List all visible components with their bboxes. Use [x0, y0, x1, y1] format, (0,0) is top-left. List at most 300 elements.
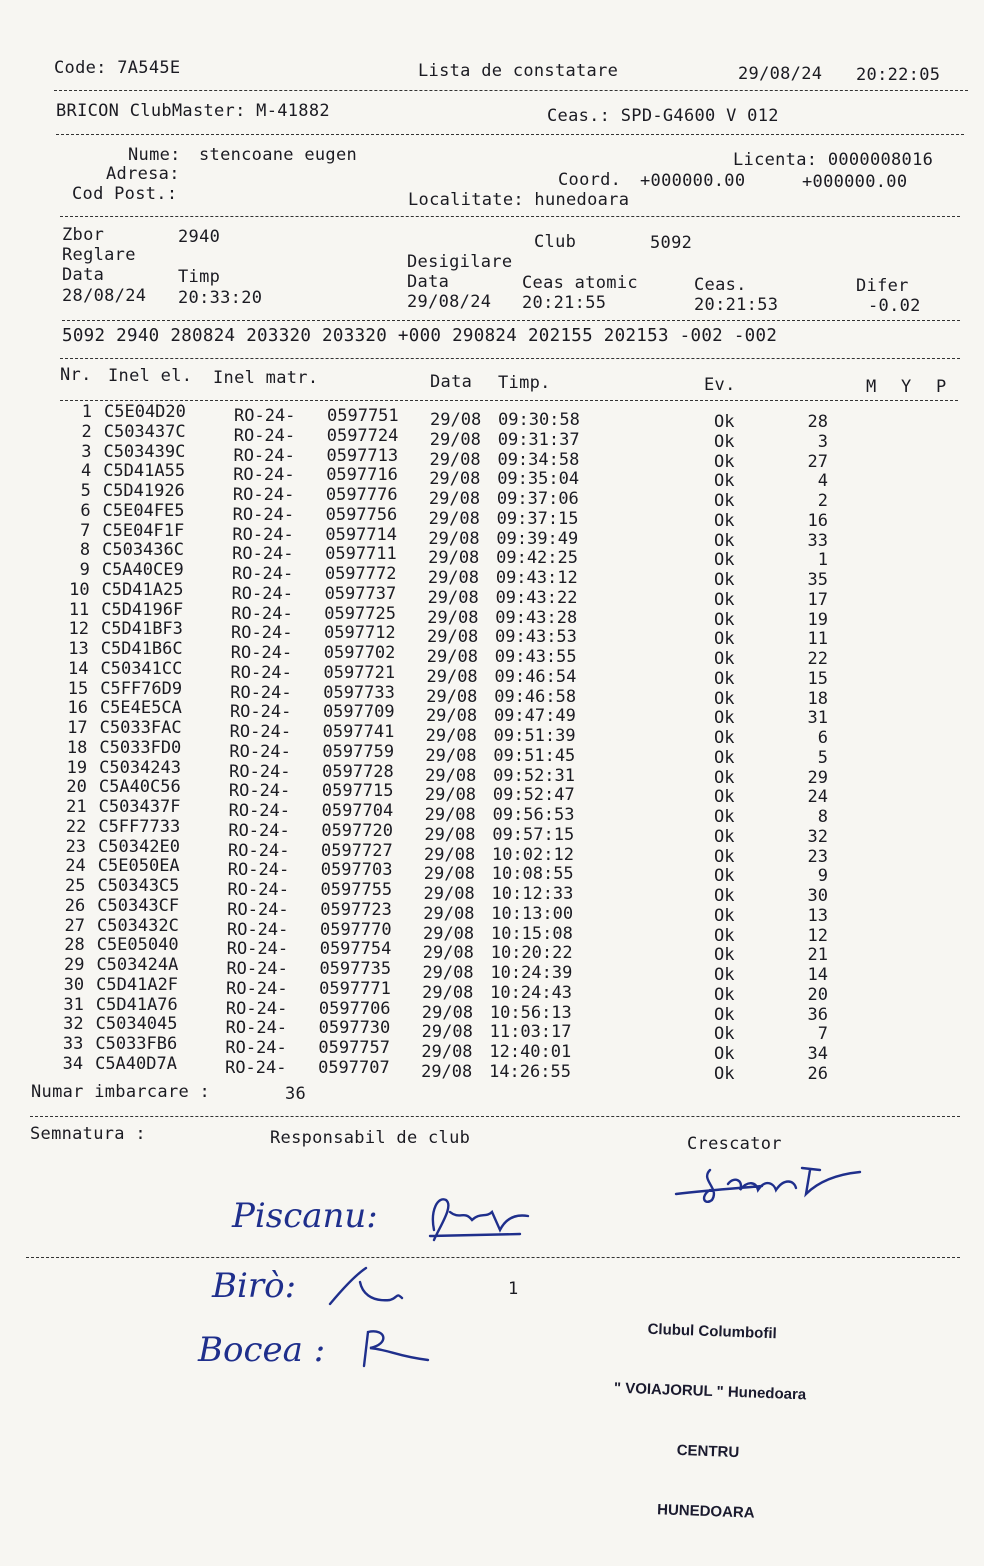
arrival-time: 09:37:06	[496, 489, 579, 509]
position: 7	[817, 1024, 828, 1045]
event-status: Ok	[714, 471, 735, 492]
ring-matr: 0597756	[325, 504, 398, 525]
ring-matr: 0597702	[323, 643, 396, 663]
event-status: Ok	[714, 412, 735, 432]
row-nr: 5	[80, 481, 91, 501]
event-status: Ok	[714, 826, 735, 847]
arrival-time: 09:56:53	[492, 805, 575, 825]
ring-prefix: RO-24-	[232, 544, 294, 565]
arrival-time: 10:08:55	[491, 864, 574, 885]
handwritten-bocea: Bocea :	[198, 1330, 326, 1370]
event-status: Ok	[714, 846, 735, 867]
arrival-date: 29/08	[429, 429, 481, 450]
ring-matr: 0597730	[318, 1018, 391, 1039]
arrival-date: 29/08	[423, 903, 475, 924]
event-status: Ok	[714, 728, 735, 748]
arrival-time: 09:51:45	[493, 745, 576, 766]
event-status: Ok	[714, 866, 735, 887]
bocea-signature	[356, 1326, 436, 1372]
ring-matr: 0597728	[322, 761, 394, 782]
row-nr: 28	[64, 935, 85, 956]
ring-prefix: RO-24-	[226, 959, 288, 979]
arrival-time: 11:03:17	[489, 1022, 572, 1043]
row-nr: 4	[80, 461, 92, 482]
row-nr: 18	[66, 737, 88, 758]
arrival-time: 09:42:25	[496, 548, 578, 569]
reglare-timp: 20:33:20	[178, 288, 263, 308]
position: 2	[817, 491, 828, 511]
arrival-date: 29/08	[423, 884, 475, 904]
row-nr: 12	[68, 619, 90, 640]
crescator-signature	[670, 1150, 870, 1210]
col-inel-matr: Inel matr.	[213, 368, 319, 388]
ring-prefix: RO-24-	[227, 860, 290, 881]
arrival-date: 29/08	[424, 805, 476, 825]
arrival-time: 09:34:58	[497, 449, 580, 470]
desigilare-label: Desigilare	[407, 252, 513, 272]
arrival-date: 29/08	[426, 686, 478, 707]
event-status: Ok	[714, 1004, 735, 1025]
ring-matr: 0597770	[319, 919, 392, 940]
ring-matr: 0597707	[318, 1057, 390, 1078]
arrival-time: 09:39:49	[496, 528, 579, 549]
arrival-date: 29/08	[425, 745, 477, 766]
arrival-date: 29/08	[423, 864, 475, 885]
piscanu-signature	[420, 1190, 540, 1250]
ceas-atomic-label: Ceas atomic	[522, 273, 638, 293]
arrival-time: 10:12:33	[491, 884, 574, 904]
ring-matr: 0597713	[326, 445, 399, 466]
ring-el: C503424A	[96, 955, 179, 975]
event-status: Ok	[714, 609, 735, 630]
arrival-date: 29/08	[425, 726, 477, 746]
arrival-date: 29/08	[421, 1061, 473, 1082]
event-status: Ok	[714, 886, 735, 906]
ring-matr: 0597724	[326, 425, 399, 446]
ring-matr: 0597733	[323, 682, 395, 703]
arrival-date: 29/08	[422, 963, 474, 983]
position: 21	[807, 945, 828, 966]
col-ev: Ev.	[704, 375, 736, 395]
position: 30	[807, 886, 828, 906]
nume-label: Nume:	[128, 145, 181, 165]
nume-value: stencoane eugen	[199, 145, 358, 165]
ring-prefix: RO-24-	[232, 485, 295, 505]
arrival-date: 29/08	[429, 449, 481, 470]
arrival-time: 09:43:53	[495, 627, 577, 648]
difer-label: Difer	[856, 276, 909, 296]
adresa-label: Adresa:	[106, 164, 180, 184]
clubmaster-id: BRICON ClubMaster: M-41882	[56, 101, 330, 121]
ring-matr: 0597737	[324, 583, 397, 604]
ring-el: C5D4196F	[101, 599, 184, 620]
position: 29	[807, 767, 828, 788]
event-status: Ok	[714, 807, 735, 827]
position: 14	[807, 965, 828, 985]
event-status: Ok	[714, 649, 735, 669]
zbor-value: 2940	[178, 227, 221, 247]
event-status: Ok	[714, 491, 735, 511]
position: 32	[807, 826, 828, 847]
event-status: Ok	[714, 945, 735, 966]
ring-matr: 0597741	[322, 722, 395, 742]
position: 35	[807, 570, 828, 590]
position: 3	[817, 431, 828, 452]
position: 33	[807, 530, 828, 551]
divider	[62, 320, 960, 321]
arrival-time: 09:51:39	[493, 726, 576, 746]
position: 24	[807, 787, 828, 808]
row-nr: 25	[65, 876, 86, 896]
arrival-date: 29/08	[425, 706, 478, 727]
arrival-date: 29/08	[421, 1022, 473, 1043]
arrival-time: 09:52:47	[492, 785, 575, 806]
ring-prefix: RO-24-	[229, 741, 291, 762]
event-status: Ok	[714, 451, 735, 472]
position: 16	[807, 510, 828, 531]
arrival-date: 29/08	[428, 528, 480, 549]
ring-el: C5E04FE5	[102, 500, 185, 521]
event-status: Ok	[714, 510, 735, 531]
ring-matr: 0597712	[324, 623, 396, 644]
position: 4	[817, 471, 828, 492]
ring-prefix: RO-24-	[230, 682, 292, 703]
ring-matr: 0597772	[324, 564, 397, 584]
desig-data: 29/08/24	[407, 292, 492, 312]
ring-prefix: RO-24-	[227, 880, 289, 900]
ring-matr: 0597720	[321, 820, 393, 841]
ring-el: C5A40C56	[98, 777, 181, 798]
ring-matr: 0597703	[320, 860, 393, 881]
row-nr: 34	[62, 1053, 84, 1074]
col-m: M	[866, 377, 877, 397]
row-nr: 15	[67, 678, 89, 699]
event-status: Ok	[714, 629, 735, 650]
ring-prefix: RO-24-	[233, 425, 296, 446]
print-time: 20:22:05	[856, 65, 941, 85]
ring-el: C5E04F1F	[102, 520, 185, 541]
event-status: Ok	[714, 767, 735, 788]
ring-el: C5D41B6C	[100, 639, 183, 659]
ring-el: C50343CF	[97, 895, 180, 916]
event-status: Ok	[714, 1063, 735, 1084]
ring-prefix: RO-24-	[233, 465, 295, 486]
ring-prefix: RO-24-	[231, 623, 293, 644]
position: 27	[807, 451, 828, 472]
arrival-time: 09:43:28	[495, 607, 578, 628]
ring-prefix: RO-24-	[231, 564, 294, 584]
page-number: 1	[508, 1279, 519, 1299]
arrival-time: 09:46:54	[494, 666, 577, 687]
event-status: Ok	[714, 905, 735, 926]
ring-el: C5034045	[95, 1014, 178, 1035]
ring-el: C5FF7733	[98, 816, 181, 837]
ring-matr: 0597727	[321, 840, 393, 861]
ring-el: C5033FAC	[99, 718, 182, 738]
col-timp: Timp.	[498, 373, 551, 393]
ring-el: C5D41BF3	[101, 619, 183, 640]
ring-el: C5D41926	[102, 481, 185, 501]
event-status: Ok	[714, 925, 735, 946]
divider	[56, 134, 964, 135]
arrival-time: 09:30:58	[498, 410, 580, 430]
ring-el: C5E05040	[96, 935, 179, 956]
row-nr: 27	[64, 915, 85, 936]
ring-el: C5A40D7A	[95, 1053, 177, 1074]
ring-matr: 0597771	[319, 978, 391, 999]
difer-value: -0.02	[868, 296, 921, 316]
col-nr: Nr.	[60, 365, 92, 385]
row-nr: 33	[62, 1034, 84, 1054]
event-status: Ok	[714, 688, 735, 709]
ring-el: C5033FD0	[99, 737, 182, 758]
event-status: Ok	[714, 708, 735, 729]
ring-matr: 0597715	[321, 781, 394, 802]
desig-atomic: 20:21:55	[522, 293, 607, 313]
arrival-time: 10:24:39	[490, 963, 573, 983]
ring-matr: 0597709	[322, 702, 395, 723]
ring-prefix: RO-24-	[226, 919, 289, 940]
row-nr: 8	[79, 540, 91, 561]
ring-prefix: RO-24-	[232, 504, 295, 525]
ring-prefix: RO-24-	[229, 722, 292, 742]
table-row	[0, 1053, 984, 1084]
ring-el: C50341CC	[100, 658, 183, 679]
coord-y: +000000.00	[802, 172, 908, 192]
event-status: Ok	[714, 965, 735, 985]
arrival-date: 29/08	[427, 587, 479, 608]
arrival-date: 29/08	[424, 844, 476, 865]
ring-matr: 0597755	[320, 880, 393, 900]
desig-ceas: 20:21:53	[694, 295, 779, 315]
ring-prefix: RO-24-	[226, 939, 289, 960]
clock-model: Ceas.: SPD-G4600 V 012	[547, 106, 779, 126]
position: 36	[807, 1004, 828, 1025]
ring-prefix: RO-24-	[231, 583, 293, 604]
ring-el: C503437F	[98, 797, 181, 817]
arrival-date: 29/08	[427, 568, 480, 588]
row-nr: 30	[63, 974, 85, 995]
handwritten-biro: Birò:	[212, 1266, 297, 1306]
position: 6	[817, 728, 828, 748]
arrival-date: 29/08	[428, 508, 480, 529]
arrival-time: 10:13:00	[491, 903, 574, 924]
ring-el: C5D41A76	[95, 994, 178, 1015]
arrival-date: 29/08	[422, 982, 474, 1003]
position: 15	[807, 668, 828, 689]
handwritten-piscanu: Piscanu:	[232, 1196, 378, 1236]
event-status: Ok	[714, 589, 735, 610]
arrival-date: 29/08	[421, 1002, 474, 1023]
ring-prefix: RO-24-	[225, 1038, 287, 1058]
ring-el: C503436C	[102, 540, 184, 561]
arrival-time: 14:26:55	[489, 1061, 571, 1082]
ring-el: C5E04D20	[104, 402, 186, 422]
event-status: Ok	[714, 1044, 735, 1064]
ring-matr: 0597759	[322, 741, 395, 762]
code-line: 5092 2940 280824 203320 203320 +000 290824 202155 202153 -002 -002	[62, 326, 778, 346]
position: 8	[817, 807, 828, 827]
arrival-date: 29/08	[427, 607, 479, 628]
arrival-time: 09:43:12	[495, 568, 578, 588]
coord-label: Coord.	[558, 170, 622, 190]
ring-matr: 0597704	[321, 801, 394, 821]
ring-prefix: RO-24-	[225, 1057, 287, 1078]
reglare-label: Reglare	[62, 245, 136, 265]
arrival-date: 29/08	[424, 785, 477, 806]
ring-matr: 0597706	[318, 998, 391, 1019]
position: 12	[807, 925, 828, 946]
row-nr: 19	[66, 757, 88, 778]
divider	[60, 358, 960, 359]
arrival-time: 10:15:08	[490, 923, 573, 944]
ring-prefix: RO-24-	[232, 524, 294, 545]
ring-matr: 0597776	[325, 485, 398, 505]
localitate: Localitate: hunedoara	[408, 190, 630, 210]
position: 18	[807, 688, 828, 709]
event-status: Ok	[714, 1024, 735, 1045]
ring-prefix: RO-24-	[228, 820, 290, 841]
ring-matr: 0597721	[323, 662, 396, 683]
position: 23	[807, 846, 828, 867]
arrival-date: 29/08	[426, 647, 478, 667]
row-nr: 6	[80, 500, 91, 521]
row-nr: 17	[67, 718, 88, 738]
arrival-date: 29/08	[425, 765, 477, 786]
divider	[60, 216, 960, 217]
divider	[26, 1257, 960, 1258]
ring-el: C5033FB6	[95, 1034, 178, 1054]
arrival-time: 09:46:58	[494, 686, 577, 707]
ring-matr: 0597725	[324, 603, 396, 624]
ring-prefix: RO-24-	[225, 998, 288, 1019]
arrival-time: 10:24:43	[490, 982, 573, 1003]
print-date: 29/08/24	[738, 64, 823, 84]
row-nr: 31	[63, 994, 84, 1015]
arrival-time: 10:02:12	[492, 844, 574, 865]
event-status: Ok	[714, 787, 735, 808]
arrival-date: 29/08	[426, 666, 478, 687]
event-status: Ok	[714, 984, 735, 1005]
code-label: Code: 7A545E	[54, 58, 181, 78]
row-nr: 16	[67, 698, 88, 719]
row-nr: 24	[65, 856, 86, 877]
row-nr: 22	[65, 816, 87, 837]
ring-el: C5D41A55	[103, 461, 186, 482]
stamp-line2: " VOIAJORUL " Hunedoara	[613, 1379, 807, 1404]
row-nr: 10	[69, 579, 90, 600]
club-stamp	[599, 1278, 819, 1565]
responsabil-label: Responsabil de club	[270, 1128, 471, 1148]
ring-prefix: RO-24-	[229, 702, 292, 723]
club-label: Club	[534, 232, 577, 252]
position: 5	[817, 747, 828, 768]
row-nr: 14	[68, 658, 89, 679]
row-nr: 11	[68, 599, 90, 620]
ring-matr: 0597754	[319, 939, 392, 960]
ceas-label: Ceas.	[694, 275, 747, 295]
col-inel-el: Inel el.	[108, 366, 193, 386]
coord-x: +000000.00	[640, 171, 746, 191]
ring-prefix: RO-24-	[230, 643, 293, 663]
ring-el: C503432C	[96, 915, 179, 936]
arrival-time: 09:31:37	[497, 429, 580, 450]
stamp-line1: Clubul Columbofil	[647, 1320, 777, 1343]
event-status: Ok	[714, 570, 735, 590]
row-nr: 9	[79, 560, 90, 580]
ring-prefix: RO-24-	[225, 1018, 288, 1039]
event-status: Ok	[714, 431, 735, 452]
ring-el: C50342E0	[98, 836, 180, 857]
ring-el: C50343C5	[97, 876, 180, 896]
arrival-date: 29/08	[428, 548, 480, 569]
position: 20	[807, 984, 828, 1005]
ring-matr: 0597735	[319, 959, 392, 979]
ring-prefix: RO-24-	[226, 978, 288, 999]
arrival-date: 29/08	[422, 943, 474, 964]
row-nr: 13	[68, 639, 89, 659]
cod-post-label: Cod Post.:	[72, 184, 178, 204]
zbor-label: Zbor	[62, 225, 105, 245]
ring-prefix: RO-24-	[231, 603, 293, 624]
ring-matr: 0597716	[326, 465, 398, 486]
arrival-time: 09:57:15	[492, 824, 575, 845]
reglare-data: 28/08/24	[62, 286, 147, 306]
crescator-label: Crescator	[687, 1134, 782, 1154]
row-nr: 23	[65, 836, 87, 857]
arrival-date: 29/08	[427, 627, 479, 648]
ring-prefix: RO-24-	[228, 840, 290, 861]
stamp-line3: CENTRU	[676, 1441, 740, 1462]
reglare-data-label: Data	[62, 265, 105, 285]
arrival-time: 09:43:55	[494, 647, 577, 667]
position: 31	[807, 708, 828, 729]
divider	[60, 400, 958, 401]
event-status: Ok	[714, 747, 735, 768]
divider	[30, 1116, 960, 1117]
row-nr: 7	[80, 520, 91, 541]
row-nr: 26	[64, 895, 86, 916]
licenta: Licenta: 0000008016	[733, 150, 934, 170]
ring-prefix: RO-24-	[234, 406, 296, 426]
row-nr: 3	[81, 441, 92, 462]
arrival-date: 29/08	[428, 489, 481, 509]
event-status: Ok	[714, 530, 735, 551]
ring-el: C5E4E5CA	[99, 698, 182, 719]
ring-prefix: RO-24-	[228, 801, 291, 821]
ring-prefix: RO-24-	[228, 781, 291, 802]
position: 13	[807, 905, 828, 926]
ring-el: C5034243	[99, 757, 182, 778]
ring-prefix: RO-24-	[233, 445, 295, 466]
row-nr: 2	[81, 421, 92, 442]
ring-prefix: RO-24-	[230, 662, 292, 683]
ring-prefix: RO-24-	[229, 761, 291, 782]
arrival-time: 09:52:31	[493, 765, 576, 786]
ring-el: C503439C	[103, 441, 186, 462]
ring-matr: 0597751	[327, 406, 399, 426]
position: 1	[817, 550, 828, 571]
ring-el: C5D41A25	[101, 579, 184, 600]
ring-el: C5FF76D9	[100, 678, 183, 699]
arrival-time: 09:37:15	[496, 508, 579, 529]
arrival-time: 12:40:01	[489, 1042, 572, 1062]
club-value: 5092	[650, 233, 693, 253]
row-nr: 21	[66, 797, 87, 817]
numar-imbarcare-value: 36	[285, 1084, 307, 1104]
semnatura-label: Semnatura :	[30, 1124, 146, 1144]
arrival-time: 09:35:04	[497, 469, 580, 490]
